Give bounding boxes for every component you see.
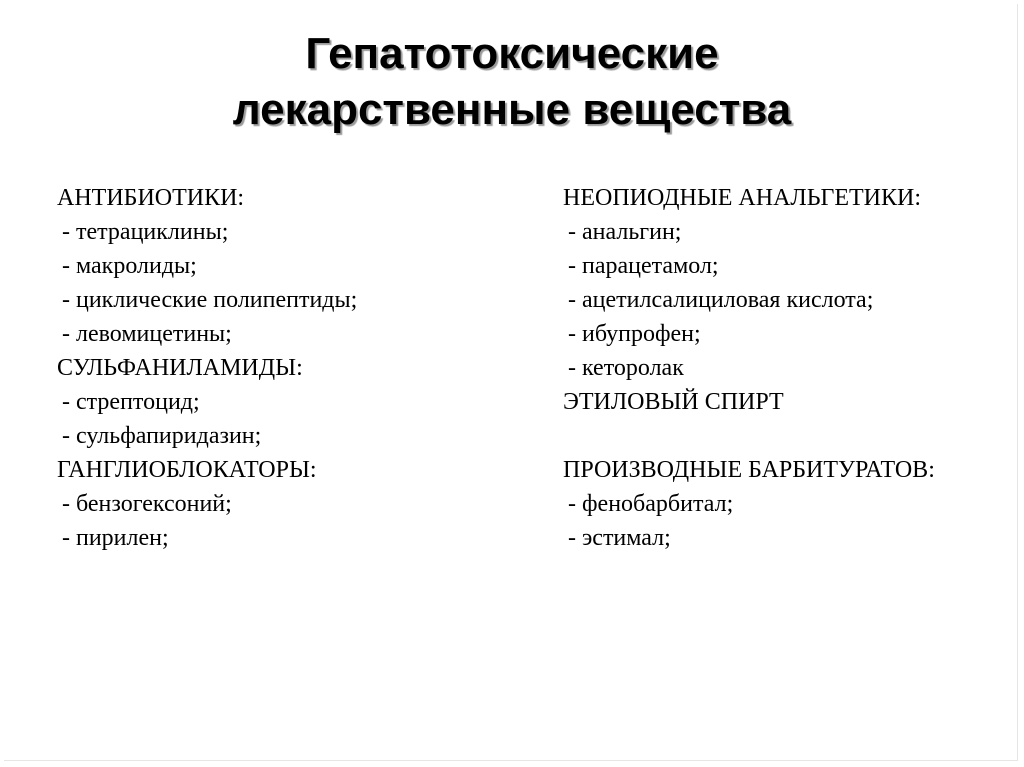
left-column (57, 181, 357, 555)
slide-title-line-1: Гепатотоксические (305, 29, 719, 78)
list-item: - тетрациклины; (62, 219, 229, 245)
category-heading-ethyl-alcohol: ЭТИЛОВЫЙ СПИРТ (563, 389, 784, 415)
list-item: - анальгин; (568, 219, 682, 245)
right-column (563, 181, 935, 555)
category-heading-barbiturate-derivatives: ПРОИЗВОДНЫЕ БАРБИТУРАТОВ: (563, 457, 935, 483)
list-item: - пирилен; (62, 525, 169, 551)
list-item: - парацетамол; (568, 253, 719, 279)
list-item: - ибупрофен; (568, 321, 701, 347)
spacer (563, 419, 935, 453)
category-heading-antibiotics: АНТИБИОТИКИ: (57, 185, 245, 211)
category-heading-ganglionic-blockers: ГАНГЛИОБЛОКАТОРЫ: (57, 457, 317, 483)
slide-title-line-2: лекарственные вещества (232, 85, 792, 134)
list-item: - циклические полипептиды; (62, 287, 358, 313)
list-item: - левомицетины; (62, 321, 232, 347)
list-item: - стрептоцид; (62, 389, 200, 415)
list-item: - бензогексоний; (62, 491, 232, 517)
list-item: - сульфапиридазин; (62, 423, 262, 449)
list-item: - макролиды; (62, 253, 197, 279)
category-heading-non-opioid-analgesics: НЕОПИОДНЫЕ АНАЛЬГЕТИКИ: (563, 185, 922, 211)
list-item: - эстимал; (568, 525, 671, 551)
list-item: - ацетилсалициловая кислота; (568, 287, 874, 313)
category-heading-sulfanilamides: СУЛЬФАНИЛАМИДЫ: (57, 355, 303, 381)
slide-title (0, 26, 1024, 138)
list-item: - фенобарбитал; (568, 491, 734, 517)
list-item: - кеторолак (568, 355, 684, 381)
